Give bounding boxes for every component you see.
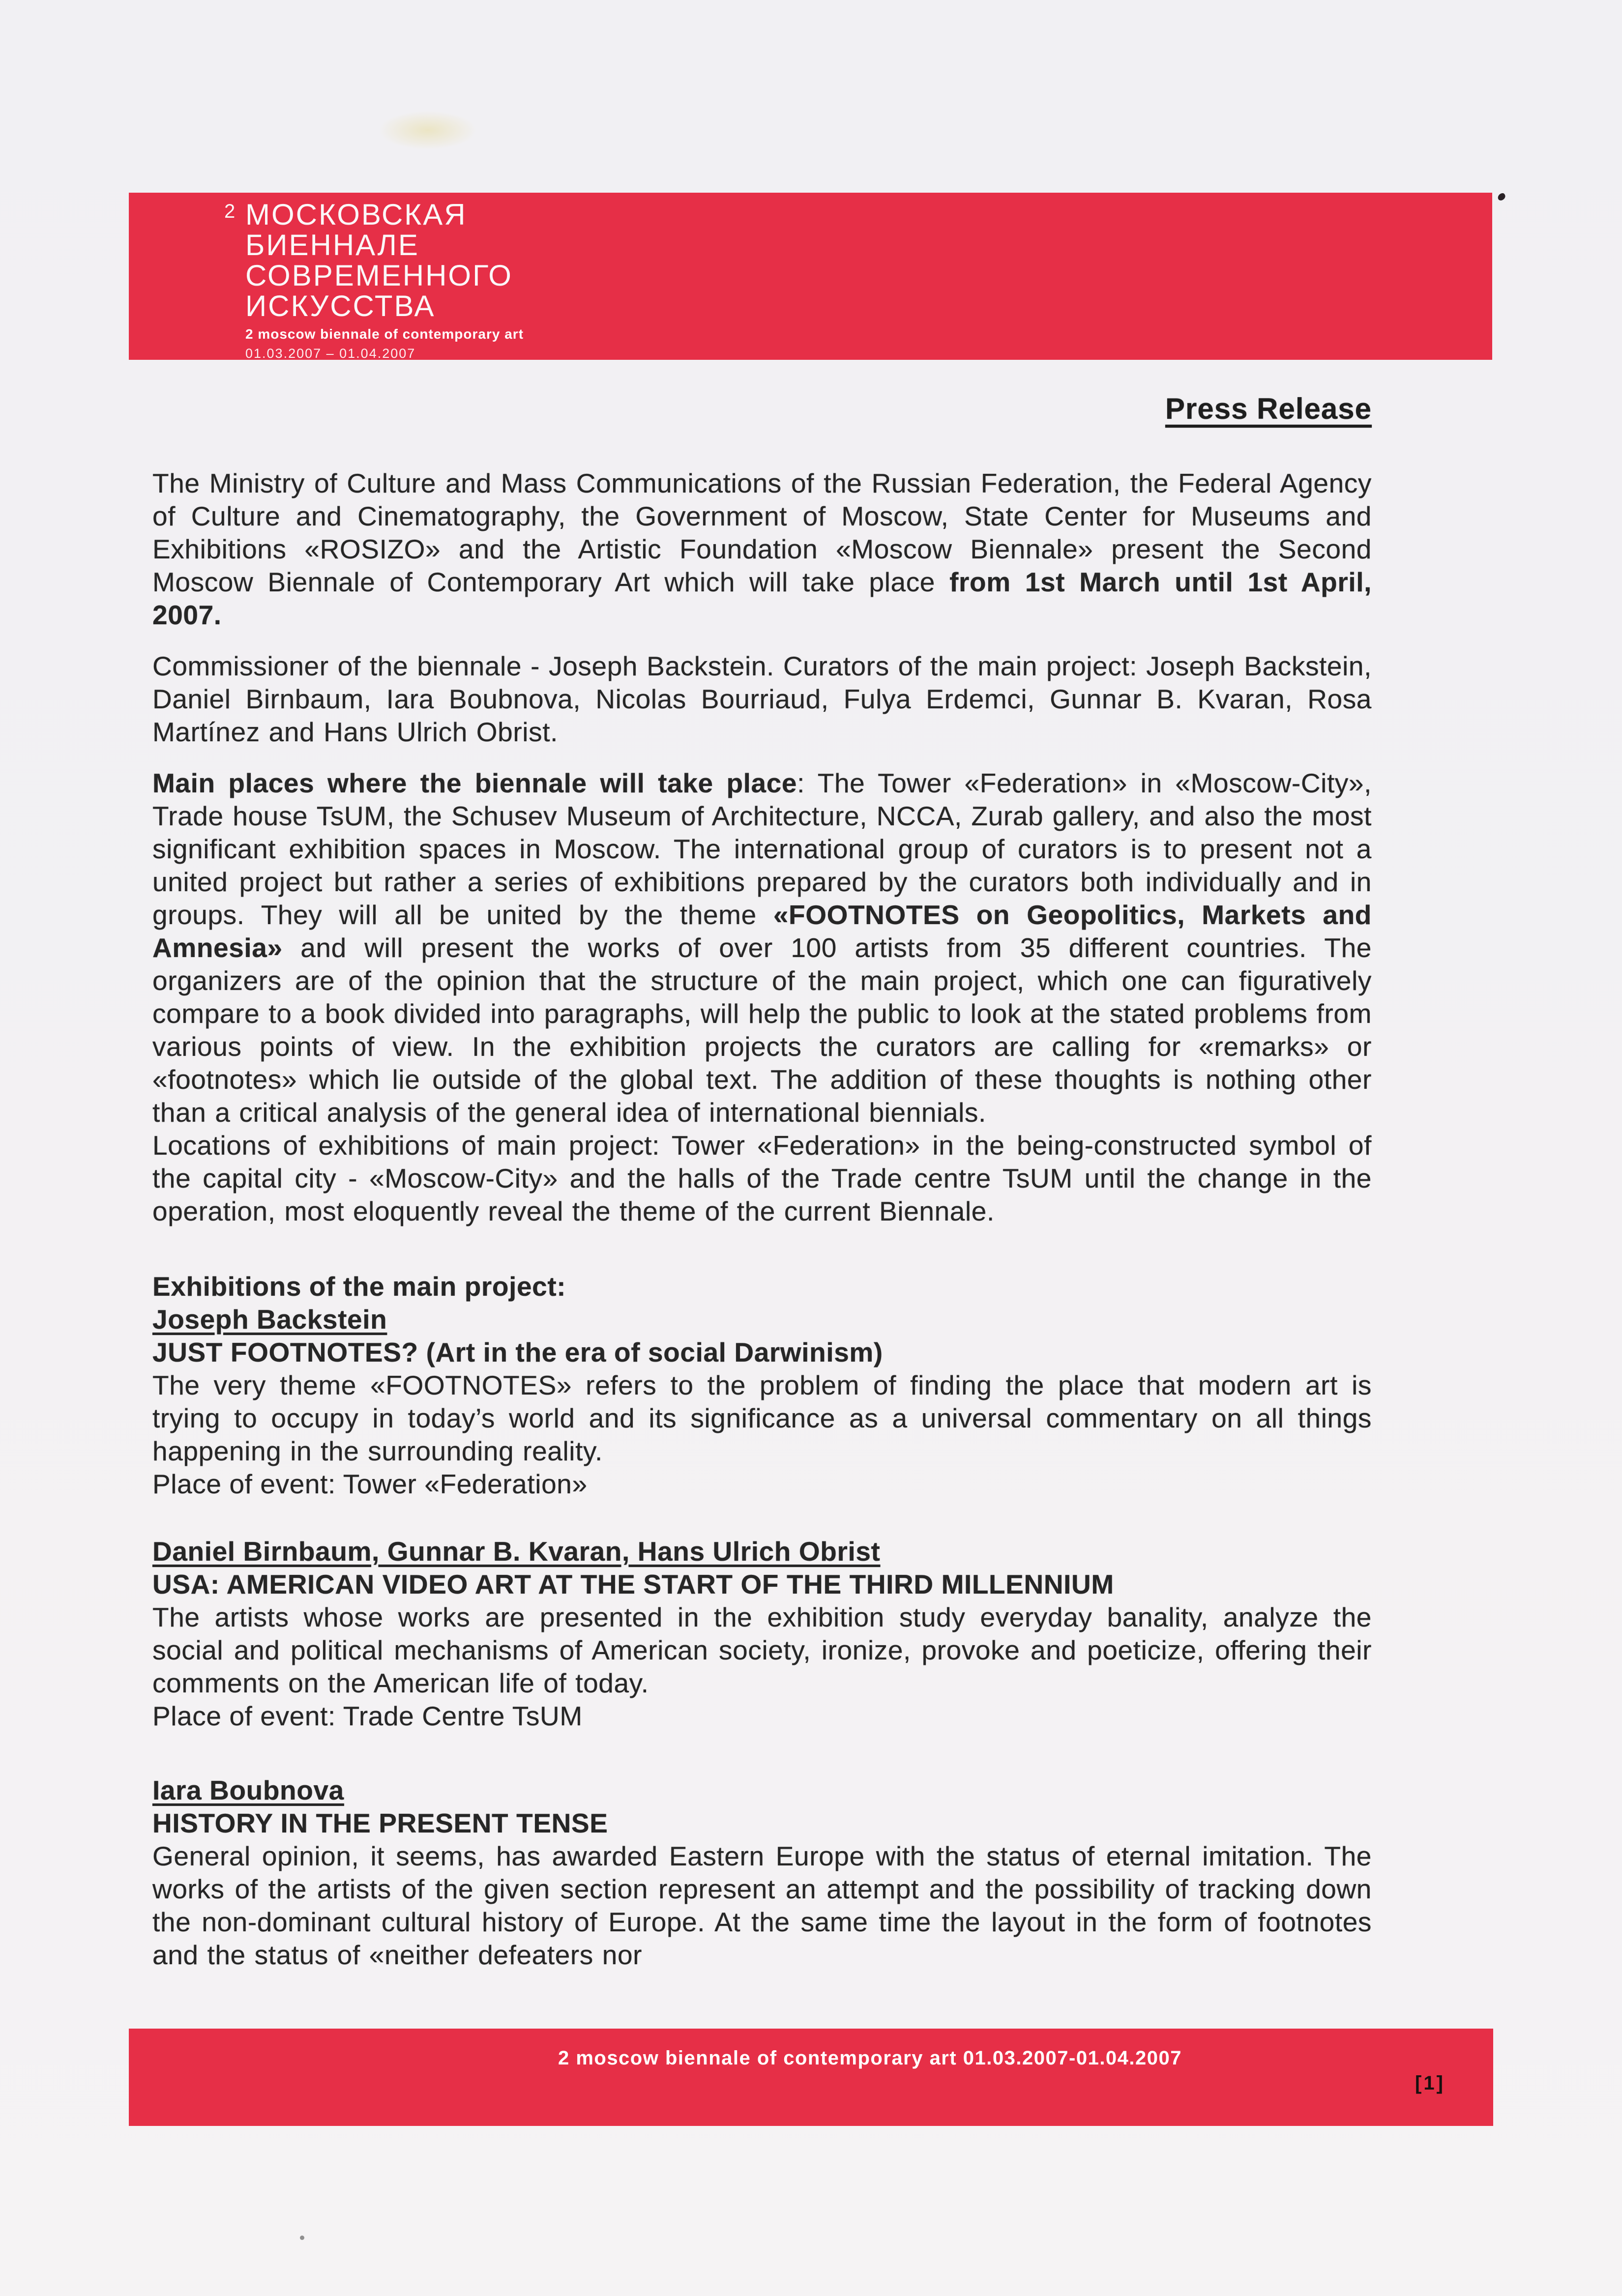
section-place-trade-centre-tsum: Place of event: Trade Centre TsUM bbox=[152, 1701, 583, 1731]
curator-name-underlined: Joseph Backstein bbox=[152, 1304, 387, 1335]
section-title-usa-video-art: USA: AMERICAN VIDEO ART AT THE START OF THE THIRD MILLENNIUM bbox=[152, 1569, 1114, 1599]
footer-caption: 2 moscow biennale of contemporary art 01.03.2007-01.04.2007 bbox=[558, 2047, 1182, 2069]
banner-dates: 01.03.2007 – 01.04.2007 bbox=[245, 346, 416, 361]
main-places-text-end: and will present the works of over 100 artists from 35 different countries. The organizers are of the opinion that the structure of the main project, which one can figuratively compare to a book divided into paragraphs, will help the public to look at the stated problems from various points of view. In the exhibition projects the curators are calling for «remarks» or «footnotes» which lie outside of the global text. The addition of these thoughts is nothing other than a critical analysis of the general idea of international biennials. bbox=[152, 932, 1372, 1128]
curator-name-underlined: Iara Boubnova bbox=[152, 1775, 344, 1805]
scan-speck bbox=[1497, 192, 1506, 202]
scan-dot bbox=[300, 2236, 304, 2240]
banner-title-line: ИСКУССТВА bbox=[245, 290, 436, 322]
scan-smudge bbox=[379, 111, 477, 150]
paragraph-organizers-text: The Ministry of Culture and Mass Communications of the Russian Federation, the Federal Agency of Culture and Cinematography, the Government of Moscow, State Center for Museums and Exhibitions «ROSIZO» and the Artistic Foundation «Moscow Biennale» present the Second Moscow Biennale of Contemporary Art which will take place bbox=[152, 468, 1372, 597]
paragraph-commissioner: Commissioner of the biennale - Joseph Backstein. Curators of the main project: Joseph Backstein, Daniel Birnbaum, Iara Boubnova, Nicolas Bourriaud, Fulya Erdemci, Gunnar B. Kvaran, Rosa Martínez and Hans Ulrich Obrist. bbox=[152, 651, 1372, 747]
section-body-history-present-tense: General opinion, it seems, has awarded Eastern Europe with the status of eternal imitation. The works of the artists of the given section represent an attempt and the possibility of tracking down the non-dominant cultural history of Europe. At the same time the layout in the form of footnotes and the status of «neither defeaters nor bbox=[152, 1841, 1372, 1970]
main-places-bold: Main places where the biennale will take place bbox=[152, 768, 797, 798]
paragraph-organizers bbox=[152, 467, 1372, 632]
exhibitions-heading: Exhibitions of the main project: bbox=[152, 1271, 566, 1302]
section-curator-iara-boubnova bbox=[152, 1774, 1372, 1807]
paragraph-main-places bbox=[152, 767, 1372, 1129]
main-places-text: : The Tower «Federation» in «Moscow-City», Trade house TsUM, the Schusev Museum of Architecture, NCCA, Zurab gallery, and also the most significant exhibition spaces in Moscow. The international group of curators is to present not a united project but rather a series of exhibitions prepared by the curators both individually and in groups. They will all be united by the theme bbox=[152, 768, 1372, 930]
section-body-usa-video-art: The artists whose works are presented in the exhibition study everyday banality, analyze the social and political mechanisms of American society, ironize, provoke and poeticize, offering their comments on the American life of today. bbox=[152, 1602, 1372, 1698]
press-release-heading: Press Release bbox=[1165, 392, 1372, 425]
paragraph-locations: Locations of exhibitions of main project: Tower «Federation» in the being-constructed symbol of the capital city - «Moscow-City» and the halls of the Trade centre TsUM until the change in the operation, most eloquently reveal the theme of the current Biennale. bbox=[152, 1130, 1372, 1226]
banner-title-russian bbox=[245, 200, 513, 321]
banner-title-line: СОВРЕМЕННОГО bbox=[245, 259, 513, 292]
banner-title-line: БИЕННАЛЕ bbox=[245, 229, 419, 262]
section-body-just-footnotes: The very theme «FOOTNOTES» refers to the problem of finding the place that modern art is trying to occupy in today’s world and its significance as a universal commentary on all things happening in the surrounding reality. bbox=[152, 1370, 1372, 1466]
banner-subtitle-english: 2 moscow biennale of contemporary art bbox=[245, 326, 524, 342]
banner-superscript-2: 2 bbox=[224, 201, 236, 222]
paragraph-organizers-dates-bold: from 1st March until 1st April, 2007. bbox=[152, 567, 1372, 630]
footer-band bbox=[129, 2029, 1493, 2126]
section-place-tower-federation: Place of event: Tower «Federation» bbox=[152, 1469, 588, 1499]
section-curators-birnbaum-kvaran-obrist bbox=[152, 1535, 1372, 1568]
banner-title-line: МОСКОВСКАЯ bbox=[245, 198, 467, 231]
section-title-just-footnotes: JUST FOOTNOTES? (Art in the era of social Darwinism) bbox=[152, 1337, 883, 1367]
curator-name-underlined: Daniel Birnbaum, Gunnar B. Kvaran, Hans Ulrich Obrist bbox=[152, 1536, 881, 1567]
footnotes-theme-bold: «FOOTNOTES on Geopolitics, Markets and Amnesia» bbox=[152, 900, 1372, 963]
section-curator-joseph-backstein bbox=[152, 1303, 1372, 1336]
biennale-banner bbox=[129, 193, 1492, 360]
section-title-history-present-tense: HISTORY IN THE PRESENT TENSE bbox=[152, 1808, 608, 1838]
page-number: [1] bbox=[1415, 2072, 1445, 2094]
document-body bbox=[152, 467, 1372, 1972]
